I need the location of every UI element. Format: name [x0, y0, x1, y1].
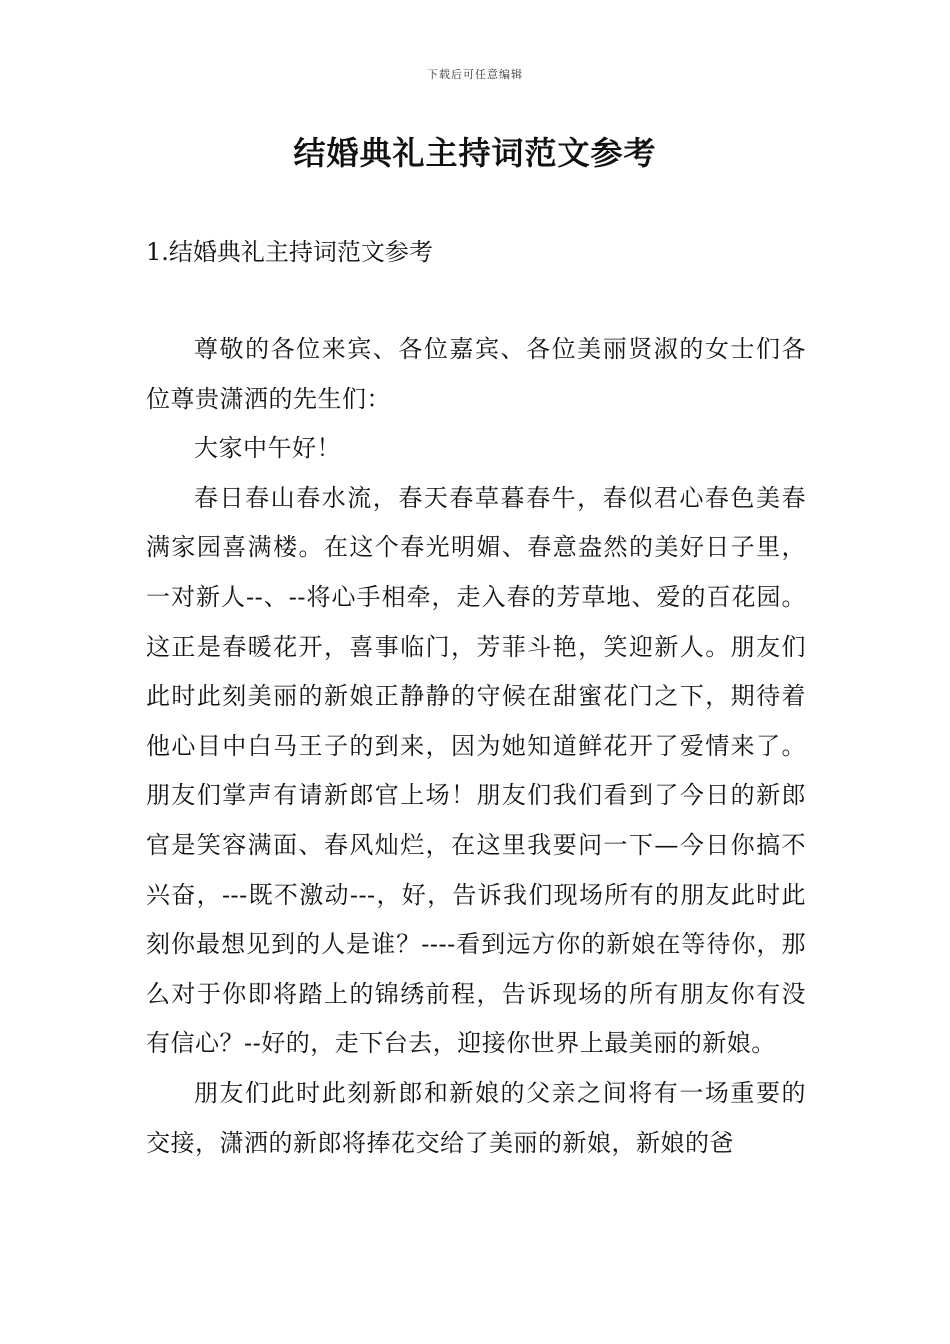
paragraph-father-handover: 朋友们此时此刻新郎和新娘的父亲之间将有一场重要的交接，潇洒的新郎将捧花交给了美丽的新娘，新娘的爸: [146, 1078, 806, 1157]
header-note: 下载后可任意编辑: [427, 68, 523, 81]
paragraph-greeting-audience: 尊敬的各位来宾、各位嘉宾、各位美丽贤淑的女士们各位尊贵潇洒的先生们：: [146, 335, 806, 413]
paragraph-spring-ceremony: 春日春山春水流，春天春草暮春牛，春似君心春色美春满家园喜满楼。在这个春光明媚、春意盎然的美好日子里，一对新人--、--将心手相牵，走入春的芳草地、爱的百花园。这正是春暖花开，喜事临门，芳菲斗艳，笑迎新人。朋友们此时此刻美丽的新娘正静静的守候在甜蜜花门之下，期待着他心目中白马王子的到来，因为她知道鲜花开了爱情来了。朋友们掌声有请新郎官上场！朋友们我们看到了今日的新郎官是笑容满面、春风灿烂，在这里我要问一下—今日你搞不兴奋，---既不激动---，好，告诉我们现场所有的朋友此时此刻你最想见到的人是谁？----看到远方你的新娘在等待你，那么对于你即将踏上的锦绣前程，告诉现场的所有朋友你有没有信心？--好的，走下台去，迎接你世界上最美丽的新娘。: [146, 483, 806, 1058]
section-heading: 1.结婚典礼主持词范文参考: [146, 238, 433, 266]
document-title: 结婚典礼主持词范文参考: [293, 134, 657, 172]
body-text: [146, 325, 806, 1168]
paragraph-good-noon: 大家中午好！: [194, 434, 341, 463]
